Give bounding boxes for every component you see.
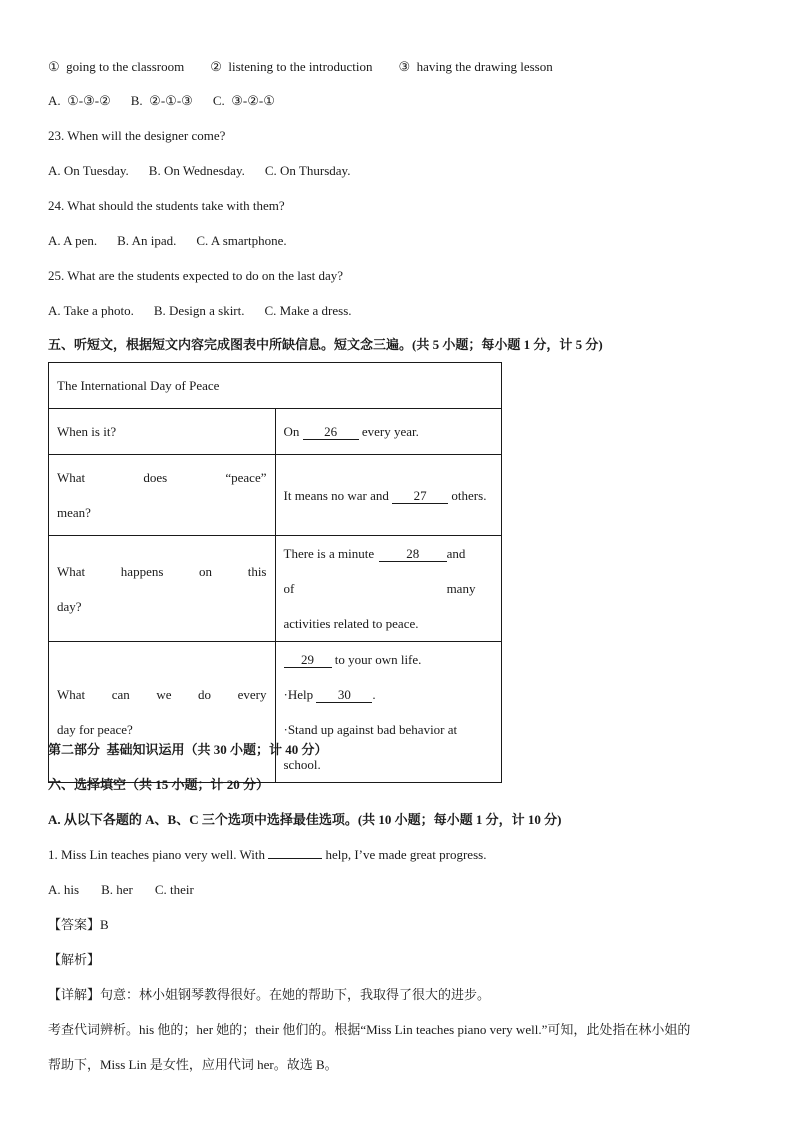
- q23-answer-a: A. On Tuesday.: [48, 163, 129, 178]
- question-text: day for peace?: [57, 722, 133, 737]
- q23-answers-line: [48, 162, 350, 180]
- q22-answer-c: C. ③-②-①: [212, 93, 275, 108]
- blank-27: 27: [392, 488, 448, 504]
- question-text: day?: [57, 598, 82, 614]
- table-row: [49, 409, 502, 455]
- table-title-row: [49, 363, 502, 409]
- answer-text: every year.: [358, 424, 419, 439]
- explanation-line-1: 考查代词辨析。his 他的；her 她的；their 他们的。根据“Miss Lin teaches piano very well.”可知，此处指在林小姐的: [48, 1022, 691, 1037]
- answer-line: [284, 536, 494, 606]
- table-row: [49, 642, 502, 783]
- answer-text: ·Stand up against bad behavior at school.: [283, 722, 458, 772]
- table-answer-cell: [275, 409, 502, 455]
- q22-answer-b: B. ②-①-③: [130, 93, 193, 108]
- q25-answer-c: C. Make a dress.: [264, 303, 352, 318]
- answer-text: ·Help: [283, 687, 317, 702]
- table-row: [49, 455, 502, 536]
- q24-answer-b: B. An ipad.: [117, 233, 177, 248]
- q1-answer-b: B. her: [101, 882, 133, 897]
- question-text: mean?: [57, 505, 91, 520]
- q1-blank: [268, 858, 322, 859]
- answer-line: 【答案】B: [48, 917, 109, 932]
- answer-text: others.: [448, 487, 487, 503]
- answer-text: On: [283, 424, 303, 439]
- section6-heading: 六、选择填空（共 15 小题；计 20 分）: [48, 777, 270, 792]
- question-text: What can we do every: [57, 687, 267, 702]
- q25-answer-a: A. Take a photo.: [48, 303, 134, 318]
- table-question-cell: When is it?: [49, 409, 276, 455]
- explanation-line-2: 帮助下，Miss Lin 是女性，应用代词 her。故选 B。: [48, 1057, 338, 1072]
- q25-answers-line: [48, 302, 352, 320]
- q23-answer-c: C. On Thursday.: [264, 163, 351, 178]
- q22-option-2: ② listening to the introduction: [210, 59, 373, 74]
- q1-question-text: help, I’ve made great progress.: [322, 847, 487, 862]
- q25-answer-b: B. Design a skirt.: [153, 303, 245, 318]
- blank-30: 30: [316, 687, 372, 703]
- peace-day-table: [48, 362, 502, 783]
- q22-options-line: [48, 58, 553, 76]
- analysis-label: 【解析】: [48, 952, 101, 967]
- answer-line: [284, 642, 494, 677]
- q24-answer-c: C. A smartphone.: [196, 233, 287, 248]
- answer-line: [284, 677, 494, 712]
- q1-answers-line: [48, 881, 194, 899]
- q22-option-3: ③ having the drawing lesson: [398, 59, 553, 74]
- answer-text: There is a minute of: [283, 546, 375, 596]
- table-row: [49, 536, 502, 642]
- table-question-cell: [49, 536, 276, 642]
- table-title: The International Day of Peace: [49, 363, 502, 409]
- blank-28: 28: [379, 546, 447, 562]
- q23-question: 23. When will the designer come?: [48, 128, 226, 143]
- detail-line: 【详解】句意：林小姐钢琴教得很好。在她的帮助下，我取得了很大的进步。: [48, 987, 491, 1002]
- blank-26: 26: [303, 424, 359, 440]
- table-answer-cell: [275, 536, 502, 642]
- q1-question: [48, 846, 486, 864]
- q22-option-1: ① going to the classroom: [48, 59, 185, 74]
- q24-answers-line: [48, 232, 287, 250]
- section5-heading: 五、听短文，根据短文内容完成图表中所缺信息。短文念三遍。(共 5 小题；每小题 1 分，计 5 分): [48, 337, 603, 352]
- q24-answer-a: A. A pen.: [48, 233, 98, 248]
- q22-answers-line: [48, 92, 275, 110]
- q1-answer-c: C. their: [154, 882, 194, 897]
- sectionA-heading: A. 从以下各题的 A、B、C 三个选项中选择最佳选项。(共 10 小题；每小题 1 分，计 10 分): [48, 812, 562, 827]
- answer-text: It means no war and: [283, 487, 393, 503]
- part2-heading: 第二部分 基础知识运用（共 30 小题；计 40 分）: [48, 742, 328, 757]
- table-answer-cell: [275, 455, 502, 536]
- table-answer-cell: [275, 642, 502, 783]
- q22-answer-a: A. ①-③-②: [48, 93, 111, 108]
- blank-29: 29: [284, 652, 332, 668]
- question-text: What does “peace”: [57, 470, 267, 485]
- table-question-cell: [49, 455, 276, 536]
- table-question-cell: [49, 642, 276, 783]
- q1-answer-a: A. his: [48, 882, 80, 897]
- answer-text: activities related to peace.: [283, 616, 419, 631]
- answer-text: to your own life.: [331, 652, 422, 667]
- q23-answer-b: B. On Wednesday.: [148, 163, 245, 178]
- answer-text: and many: [446, 546, 476, 596]
- question-text: What happens on this: [57, 563, 267, 579]
- q1-question-text: 1. Miss Lin teaches piano very well. With: [48, 847, 269, 862]
- q25-question: 25. What are the students expected to do on the last day?: [48, 268, 344, 283]
- q24-question: 24. What should the students take with them?: [48, 198, 285, 213]
- answer-text: .: [372, 687, 376, 702]
